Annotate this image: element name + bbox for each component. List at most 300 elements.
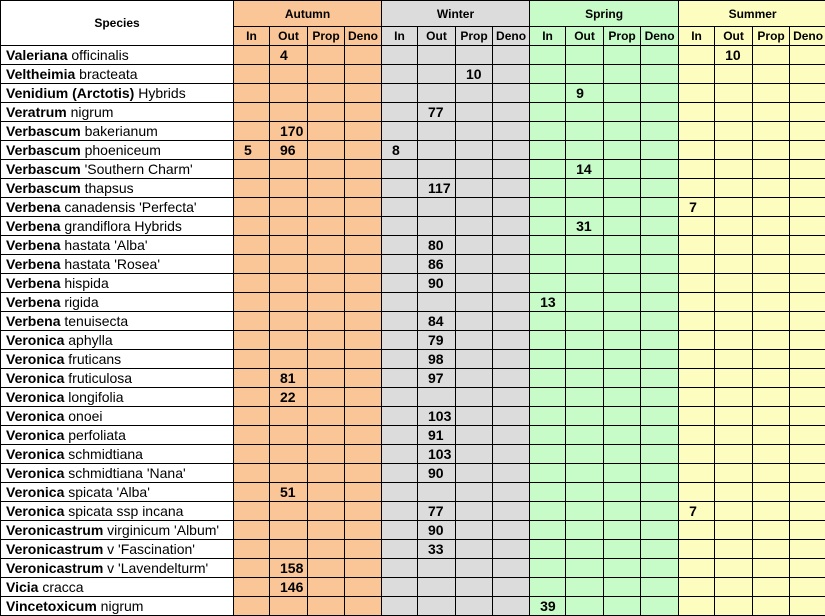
value-cell-spring-prop bbox=[604, 122, 641, 141]
value-cell-spring-deno bbox=[641, 103, 679, 122]
value-cell-summer-out bbox=[715, 141, 753, 160]
species-cell bbox=[1, 521, 234, 540]
value-cell-spring-in bbox=[530, 502, 566, 521]
species-cell bbox=[1, 578, 234, 597]
value-cell-winter-in bbox=[382, 84, 418, 103]
subheader-summer-deno: Deno bbox=[790, 27, 825, 46]
value-cell-summer-in bbox=[679, 65, 715, 84]
value-cell-autumn-deno bbox=[345, 407, 382, 426]
season-header-summer: Summer bbox=[679, 1, 825, 27]
value-cell-winter-in bbox=[382, 160, 418, 179]
value-cell-spring-deno bbox=[641, 331, 679, 350]
species-genus: Veronica bbox=[6, 332, 64, 348]
value-cell-winter-out: 117 bbox=[418, 179, 456, 198]
value-cell-winter-out: 103 bbox=[418, 445, 456, 464]
value-cell-autumn-in bbox=[234, 578, 270, 597]
value-cell-autumn-out bbox=[270, 407, 308, 426]
value-cell-summer-out bbox=[715, 103, 753, 122]
value-cell-autumn-prop bbox=[308, 388, 345, 407]
value-cell-winter-deno bbox=[493, 46, 530, 65]
value-cell-autumn-prop bbox=[308, 369, 345, 388]
table-row bbox=[1, 122, 825, 141]
value-cell-summer-out bbox=[715, 540, 753, 559]
value-cell-winter-in bbox=[382, 369, 418, 388]
value-cell-spring-deno bbox=[641, 521, 679, 540]
species-epithet: fruticans bbox=[68, 351, 121, 367]
value-cell-summer-prop bbox=[753, 122, 790, 141]
value-cell-autumn-prop bbox=[308, 179, 345, 198]
value-cell-summer-deno bbox=[790, 578, 825, 597]
value-cell-winter-prop bbox=[456, 141, 493, 160]
value-cell-winter-out: 84 bbox=[418, 312, 456, 331]
species-cell bbox=[1, 141, 234, 160]
value-cell-summer-deno bbox=[790, 464, 825, 483]
species-genus: Veronica bbox=[6, 503, 64, 519]
value-cell-autumn-out: 170 bbox=[270, 122, 308, 141]
species-cell bbox=[1, 445, 234, 464]
value-cell-spring-prop bbox=[604, 445, 641, 464]
table-row bbox=[1, 464, 825, 483]
value-cell-autumn-out bbox=[270, 312, 308, 331]
value-cell-spring-deno bbox=[641, 578, 679, 597]
value-cell-spring-deno bbox=[641, 559, 679, 578]
value-cell-winter-out bbox=[418, 578, 456, 597]
value-cell-winter-deno bbox=[493, 521, 530, 540]
table-row bbox=[1, 46, 825, 65]
value-cell-autumn-out bbox=[270, 236, 308, 255]
value-cell-summer-deno bbox=[790, 483, 825, 502]
value-cell-summer-in bbox=[679, 578, 715, 597]
value-cell-autumn-deno bbox=[345, 46, 382, 65]
value-cell-autumn-prop bbox=[308, 198, 345, 217]
value-cell-winter-deno bbox=[493, 293, 530, 312]
species-epithet: Hybrids bbox=[138, 85, 185, 101]
value-cell-summer-deno bbox=[790, 331, 825, 350]
value-cell-autumn-prop bbox=[308, 521, 345, 540]
value-cell-autumn-deno bbox=[345, 502, 382, 521]
value-cell-winter-in bbox=[382, 483, 418, 502]
species-cell bbox=[1, 483, 234, 502]
value-cell-autumn-in bbox=[234, 160, 270, 179]
species-epithet: officinalis bbox=[71, 47, 128, 63]
value-cell-winter-in bbox=[382, 312, 418, 331]
value-cell-autumn-out bbox=[270, 84, 308, 103]
table-row bbox=[1, 274, 825, 293]
species-genus: Veronica bbox=[6, 446, 64, 462]
species-cell bbox=[1, 160, 234, 179]
value-cell-summer-in bbox=[679, 103, 715, 122]
value-cell-winter-prop bbox=[456, 274, 493, 293]
value-cell-spring-deno bbox=[641, 350, 679, 369]
species-genus: Veronica bbox=[6, 389, 64, 405]
value-cell-summer-in bbox=[679, 84, 715, 103]
value-cell-summer-out bbox=[715, 559, 753, 578]
value-cell-summer-deno bbox=[790, 502, 825, 521]
value-cell-summer-deno bbox=[790, 369, 825, 388]
value-cell-autumn-deno bbox=[345, 84, 382, 103]
value-cell-summer-in bbox=[679, 407, 715, 426]
value-cell-winter-deno bbox=[493, 217, 530, 236]
table-row bbox=[1, 84, 825, 103]
value-cell-spring-in bbox=[530, 84, 566, 103]
value-cell-summer-prop bbox=[753, 160, 790, 179]
value-cell-spring-in bbox=[530, 445, 566, 464]
value-cell-summer-prop bbox=[753, 141, 790, 160]
value-cell-summer-prop bbox=[753, 350, 790, 369]
value-cell-winter-deno bbox=[493, 179, 530, 198]
value-cell-winter-in bbox=[382, 331, 418, 350]
value-cell-winter-out bbox=[418, 46, 456, 65]
species-epithet: grandiflora Hybrids bbox=[64, 218, 182, 234]
value-cell-autumn-prop bbox=[308, 65, 345, 84]
value-cell-summer-deno bbox=[790, 198, 825, 217]
value-cell-spring-out bbox=[566, 521, 604, 540]
value-cell-summer-in bbox=[679, 350, 715, 369]
value-cell-autumn-prop bbox=[308, 445, 345, 464]
value-cell-summer-out: 10 bbox=[715, 46, 753, 65]
species-genus: Vincetoxicum bbox=[6, 598, 97, 614]
value-cell-autumn-out bbox=[270, 597, 308, 616]
value-cell-winter-out: 90 bbox=[418, 521, 456, 540]
species-cell bbox=[1, 540, 234, 559]
value-cell-winter-out: 33 bbox=[418, 540, 456, 559]
species-genus: Verbascum bbox=[6, 123, 81, 139]
species-genus: Veronica bbox=[6, 465, 64, 481]
value-cell-winter-out: 80 bbox=[418, 236, 456, 255]
species-epithet: 'Southern Charm' bbox=[85, 161, 193, 177]
value-cell-winter-deno bbox=[493, 597, 530, 616]
species-genus: Verbena bbox=[6, 294, 60, 310]
value-cell-summer-deno bbox=[790, 312, 825, 331]
value-cell-summer-prop bbox=[753, 331, 790, 350]
value-cell-autumn-in bbox=[234, 84, 270, 103]
subheader-summer-prop: Prop bbox=[753, 27, 790, 46]
value-cell-winter-prop bbox=[456, 521, 493, 540]
value-cell-autumn-prop bbox=[308, 122, 345, 141]
value-cell-winter-in bbox=[382, 578, 418, 597]
value-cell-spring-deno bbox=[641, 236, 679, 255]
species-epithet: phoeniceum bbox=[85, 142, 161, 158]
value-cell-autumn-out bbox=[270, 293, 308, 312]
value-cell-summer-deno bbox=[790, 388, 825, 407]
value-cell-winter-prop bbox=[456, 597, 493, 616]
value-cell-summer-out bbox=[715, 312, 753, 331]
subheader-autumn-deno: Deno bbox=[345, 27, 382, 46]
value-cell-winter-out: 103 bbox=[418, 407, 456, 426]
value-cell-winter-in bbox=[382, 103, 418, 122]
species-cell bbox=[1, 179, 234, 198]
value-cell-summer-prop bbox=[753, 445, 790, 464]
subheader-spring-in: In bbox=[530, 27, 566, 46]
value-cell-autumn-prop bbox=[308, 331, 345, 350]
value-cell-spring-prop bbox=[604, 255, 641, 274]
table-row bbox=[1, 198, 825, 217]
value-cell-summer-in bbox=[679, 597, 715, 616]
species-genus: Verbena bbox=[6, 218, 60, 234]
value-cell-autumn-deno bbox=[345, 426, 382, 445]
value-cell-autumn-deno bbox=[345, 274, 382, 293]
table-row bbox=[1, 255, 825, 274]
value-cell-spring-deno bbox=[641, 141, 679, 160]
species-genus: Veronica bbox=[6, 484, 64, 500]
species-genus: Veronicastrum bbox=[6, 541, 103, 557]
species-genus: Verbascum bbox=[6, 180, 81, 196]
species-epithet: hastata 'Alba' bbox=[64, 237, 147, 253]
value-cell-summer-prop bbox=[753, 84, 790, 103]
value-cell-winter-in bbox=[382, 445, 418, 464]
value-cell-summer-out bbox=[715, 274, 753, 293]
value-cell-summer-in: 7 bbox=[679, 502, 715, 521]
value-cell-winter-out: 97 bbox=[418, 369, 456, 388]
value-cell-winter-deno bbox=[493, 483, 530, 502]
value-cell-spring-in bbox=[530, 426, 566, 445]
subheader-winter-in: In bbox=[382, 27, 418, 46]
species-cell bbox=[1, 426, 234, 445]
value-cell-spring-out bbox=[566, 198, 604, 217]
value-cell-spring-in bbox=[530, 122, 566, 141]
value-cell-winter-out bbox=[418, 122, 456, 141]
value-cell-spring-out bbox=[566, 122, 604, 141]
value-cell-spring-prop bbox=[604, 559, 641, 578]
value-cell-winter-out bbox=[418, 597, 456, 616]
value-cell-autumn-in bbox=[234, 597, 270, 616]
species-epithet: schmidtiana 'Nana' bbox=[68, 465, 185, 481]
species-cell bbox=[1, 388, 234, 407]
value-cell-spring-prop bbox=[604, 350, 641, 369]
value-cell-summer-in bbox=[679, 160, 715, 179]
value-cell-autumn-in bbox=[234, 540, 270, 559]
species-epithet: spicata 'Alba' bbox=[68, 484, 150, 500]
value-cell-spring-out bbox=[566, 540, 604, 559]
value-cell-spring-prop bbox=[604, 331, 641, 350]
value-cell-winter-in bbox=[382, 407, 418, 426]
species-epithet: tenuisecta bbox=[64, 313, 128, 329]
species-genus: Veronicastrum bbox=[6, 522, 103, 538]
species-genus: Veronica bbox=[6, 427, 64, 443]
table-row bbox=[1, 407, 825, 426]
species-cell bbox=[1, 331, 234, 350]
species-cell bbox=[1, 255, 234, 274]
value-cell-autumn-out: 22 bbox=[270, 388, 308, 407]
value-cell-autumn-in bbox=[234, 312, 270, 331]
species-genus: Verbena bbox=[6, 313, 60, 329]
value-cell-autumn-prop bbox=[308, 597, 345, 616]
species-genus: Veratrum bbox=[6, 104, 67, 120]
value-cell-autumn-in bbox=[234, 179, 270, 198]
value-cell-autumn-out: 51 bbox=[270, 483, 308, 502]
value-cell-summer-in bbox=[679, 464, 715, 483]
value-cell-spring-out bbox=[566, 179, 604, 198]
species-cell bbox=[1, 293, 234, 312]
value-cell-spring-out bbox=[566, 274, 604, 293]
value-cell-summer-prop bbox=[753, 597, 790, 616]
value-cell-summer-deno bbox=[790, 540, 825, 559]
value-cell-spring-out: 14 bbox=[566, 160, 604, 179]
value-cell-spring-deno bbox=[641, 540, 679, 559]
value-cell-autumn-prop bbox=[308, 160, 345, 179]
species-genus: Veronica bbox=[6, 408, 64, 424]
value-cell-winter-deno bbox=[493, 160, 530, 179]
value-cell-spring-deno bbox=[641, 84, 679, 103]
value-cell-winter-out: 90 bbox=[418, 274, 456, 293]
value-cell-autumn-out bbox=[270, 521, 308, 540]
species-epithet: bakerianum bbox=[85, 123, 158, 139]
value-cell-winter-out bbox=[418, 293, 456, 312]
table-row bbox=[1, 312, 825, 331]
value-cell-spring-deno bbox=[641, 122, 679, 141]
value-cell-winter-deno bbox=[493, 540, 530, 559]
value-cell-spring-out bbox=[566, 65, 604, 84]
value-cell-winter-out: 86 bbox=[418, 255, 456, 274]
value-cell-autumn-prop bbox=[308, 540, 345, 559]
value-cell-spring-deno bbox=[641, 426, 679, 445]
value-cell-autumn-in bbox=[234, 502, 270, 521]
table-row bbox=[1, 502, 825, 521]
value-cell-summer-prop bbox=[753, 293, 790, 312]
value-cell-spring-in bbox=[530, 274, 566, 293]
value-cell-winter-deno bbox=[493, 502, 530, 521]
value-cell-summer-deno bbox=[790, 521, 825, 540]
value-cell-summer-out bbox=[715, 160, 753, 179]
species-genus: Verbena bbox=[6, 237, 60, 253]
value-cell-summer-deno bbox=[790, 179, 825, 198]
table-row bbox=[1, 331, 825, 350]
value-cell-spring-in bbox=[530, 559, 566, 578]
value-cell-autumn-in bbox=[234, 331, 270, 350]
value-cell-summer-out bbox=[715, 578, 753, 597]
table-row bbox=[1, 540, 825, 559]
value-cell-summer-in bbox=[679, 312, 715, 331]
value-cell-summer-deno bbox=[790, 103, 825, 122]
value-cell-spring-prop bbox=[604, 160, 641, 179]
value-cell-summer-out bbox=[715, 445, 753, 464]
species-genus: Verbascum bbox=[6, 142, 81, 158]
value-cell-autumn-deno bbox=[345, 141, 382, 160]
value-cell-autumn-deno bbox=[345, 578, 382, 597]
value-cell-winter-prop bbox=[456, 540, 493, 559]
value-cell-spring-in bbox=[530, 540, 566, 559]
value-cell-spring-prop bbox=[604, 388, 641, 407]
table-row bbox=[1, 578, 825, 597]
value-cell-spring-in bbox=[530, 407, 566, 426]
value-cell-spring-deno bbox=[641, 483, 679, 502]
value-cell-summer-out bbox=[715, 198, 753, 217]
value-cell-summer-in bbox=[679, 331, 715, 350]
value-cell-spring-deno bbox=[641, 198, 679, 217]
value-cell-autumn-in bbox=[234, 198, 270, 217]
value-cell-winter-deno bbox=[493, 578, 530, 597]
value-cell-autumn-out bbox=[270, 274, 308, 293]
value-cell-summer-prop bbox=[753, 521, 790, 540]
subheader-spring-deno: Deno bbox=[641, 27, 679, 46]
value-cell-summer-in bbox=[679, 255, 715, 274]
table-row bbox=[1, 217, 825, 236]
value-cell-winter-deno bbox=[493, 198, 530, 217]
value-cell-spring-prop bbox=[604, 141, 641, 160]
value-cell-spring-out bbox=[566, 502, 604, 521]
value-cell-spring-prop bbox=[604, 274, 641, 293]
value-cell-summer-out bbox=[715, 407, 753, 426]
value-cell-autumn-prop bbox=[308, 407, 345, 426]
value-cell-autumn-prop bbox=[308, 236, 345, 255]
value-cell-winter-out bbox=[418, 217, 456, 236]
species-genus: Venidium (Arctotis) bbox=[6, 85, 134, 101]
value-cell-spring-in bbox=[530, 141, 566, 160]
value-cell-summer-deno bbox=[790, 65, 825, 84]
value-cell-summer-deno bbox=[790, 426, 825, 445]
value-cell-winter-prop bbox=[456, 331, 493, 350]
value-cell-autumn-prop bbox=[308, 84, 345, 103]
value-cell-spring-in bbox=[530, 217, 566, 236]
value-cell-spring-prop bbox=[604, 407, 641, 426]
value-cell-winter-prop bbox=[456, 293, 493, 312]
species-cell bbox=[1, 407, 234, 426]
value-cell-winter-out: 77 bbox=[418, 502, 456, 521]
value-cell-winter-deno bbox=[493, 122, 530, 141]
value-cell-winter-in bbox=[382, 464, 418, 483]
value-cell-winter-prop: 10 bbox=[456, 65, 493, 84]
value-cell-summer-in bbox=[679, 540, 715, 559]
value-cell-winter-deno bbox=[493, 312, 530, 331]
value-cell-spring-in bbox=[530, 46, 566, 65]
value-cell-summer-prop bbox=[753, 388, 790, 407]
value-cell-spring-out bbox=[566, 236, 604, 255]
value-cell-spring-out bbox=[566, 407, 604, 426]
value-cell-spring-out bbox=[566, 46, 604, 65]
value-cell-summer-in bbox=[679, 46, 715, 65]
value-cell-winter-in: 8 bbox=[382, 141, 418, 160]
value-cell-spring-deno bbox=[641, 445, 679, 464]
value-cell-summer-deno bbox=[790, 255, 825, 274]
value-cell-winter-in bbox=[382, 293, 418, 312]
value-cell-winter-in bbox=[382, 540, 418, 559]
species-epithet: schmidtiana bbox=[68, 446, 143, 462]
value-cell-summer-deno bbox=[790, 122, 825, 141]
value-cell-summer-deno bbox=[790, 293, 825, 312]
value-cell-autumn-deno bbox=[345, 103, 382, 122]
value-cell-autumn-prop bbox=[308, 46, 345, 65]
value-cell-autumn-out: 96 bbox=[270, 141, 308, 160]
table-row bbox=[1, 369, 825, 388]
value-cell-winter-deno bbox=[493, 350, 530, 369]
value-cell-summer-deno bbox=[790, 350, 825, 369]
value-cell-spring-out: 31 bbox=[566, 217, 604, 236]
value-cell-winter-prop bbox=[456, 255, 493, 274]
value-cell-spring-prop bbox=[604, 179, 641, 198]
species-header: Species bbox=[1, 1, 234, 46]
value-cell-autumn-out bbox=[270, 65, 308, 84]
species-cell bbox=[1, 65, 234, 84]
value-cell-spring-prop bbox=[604, 217, 641, 236]
value-cell-winter-prop bbox=[456, 160, 493, 179]
value-cell-spring-in bbox=[530, 255, 566, 274]
value-cell-autumn-prop bbox=[308, 217, 345, 236]
value-cell-spring-prop bbox=[604, 293, 641, 312]
value-cell-autumn-out bbox=[270, 350, 308, 369]
value-cell-spring-in bbox=[530, 312, 566, 331]
subheader-winter-prop: Prop bbox=[456, 27, 493, 46]
table-row bbox=[1, 236, 825, 255]
value-cell-winter-deno bbox=[493, 274, 530, 293]
value-cell-summer-out bbox=[715, 255, 753, 274]
species-genus: Verbena bbox=[6, 275, 60, 291]
value-cell-spring-in bbox=[530, 103, 566, 122]
value-cell-autumn-in bbox=[234, 46, 270, 65]
value-cell-summer-deno bbox=[790, 160, 825, 179]
species-epithet: thapsus bbox=[85, 180, 134, 196]
value-cell-spring-prop bbox=[604, 502, 641, 521]
value-cell-autumn-deno bbox=[345, 236, 382, 255]
